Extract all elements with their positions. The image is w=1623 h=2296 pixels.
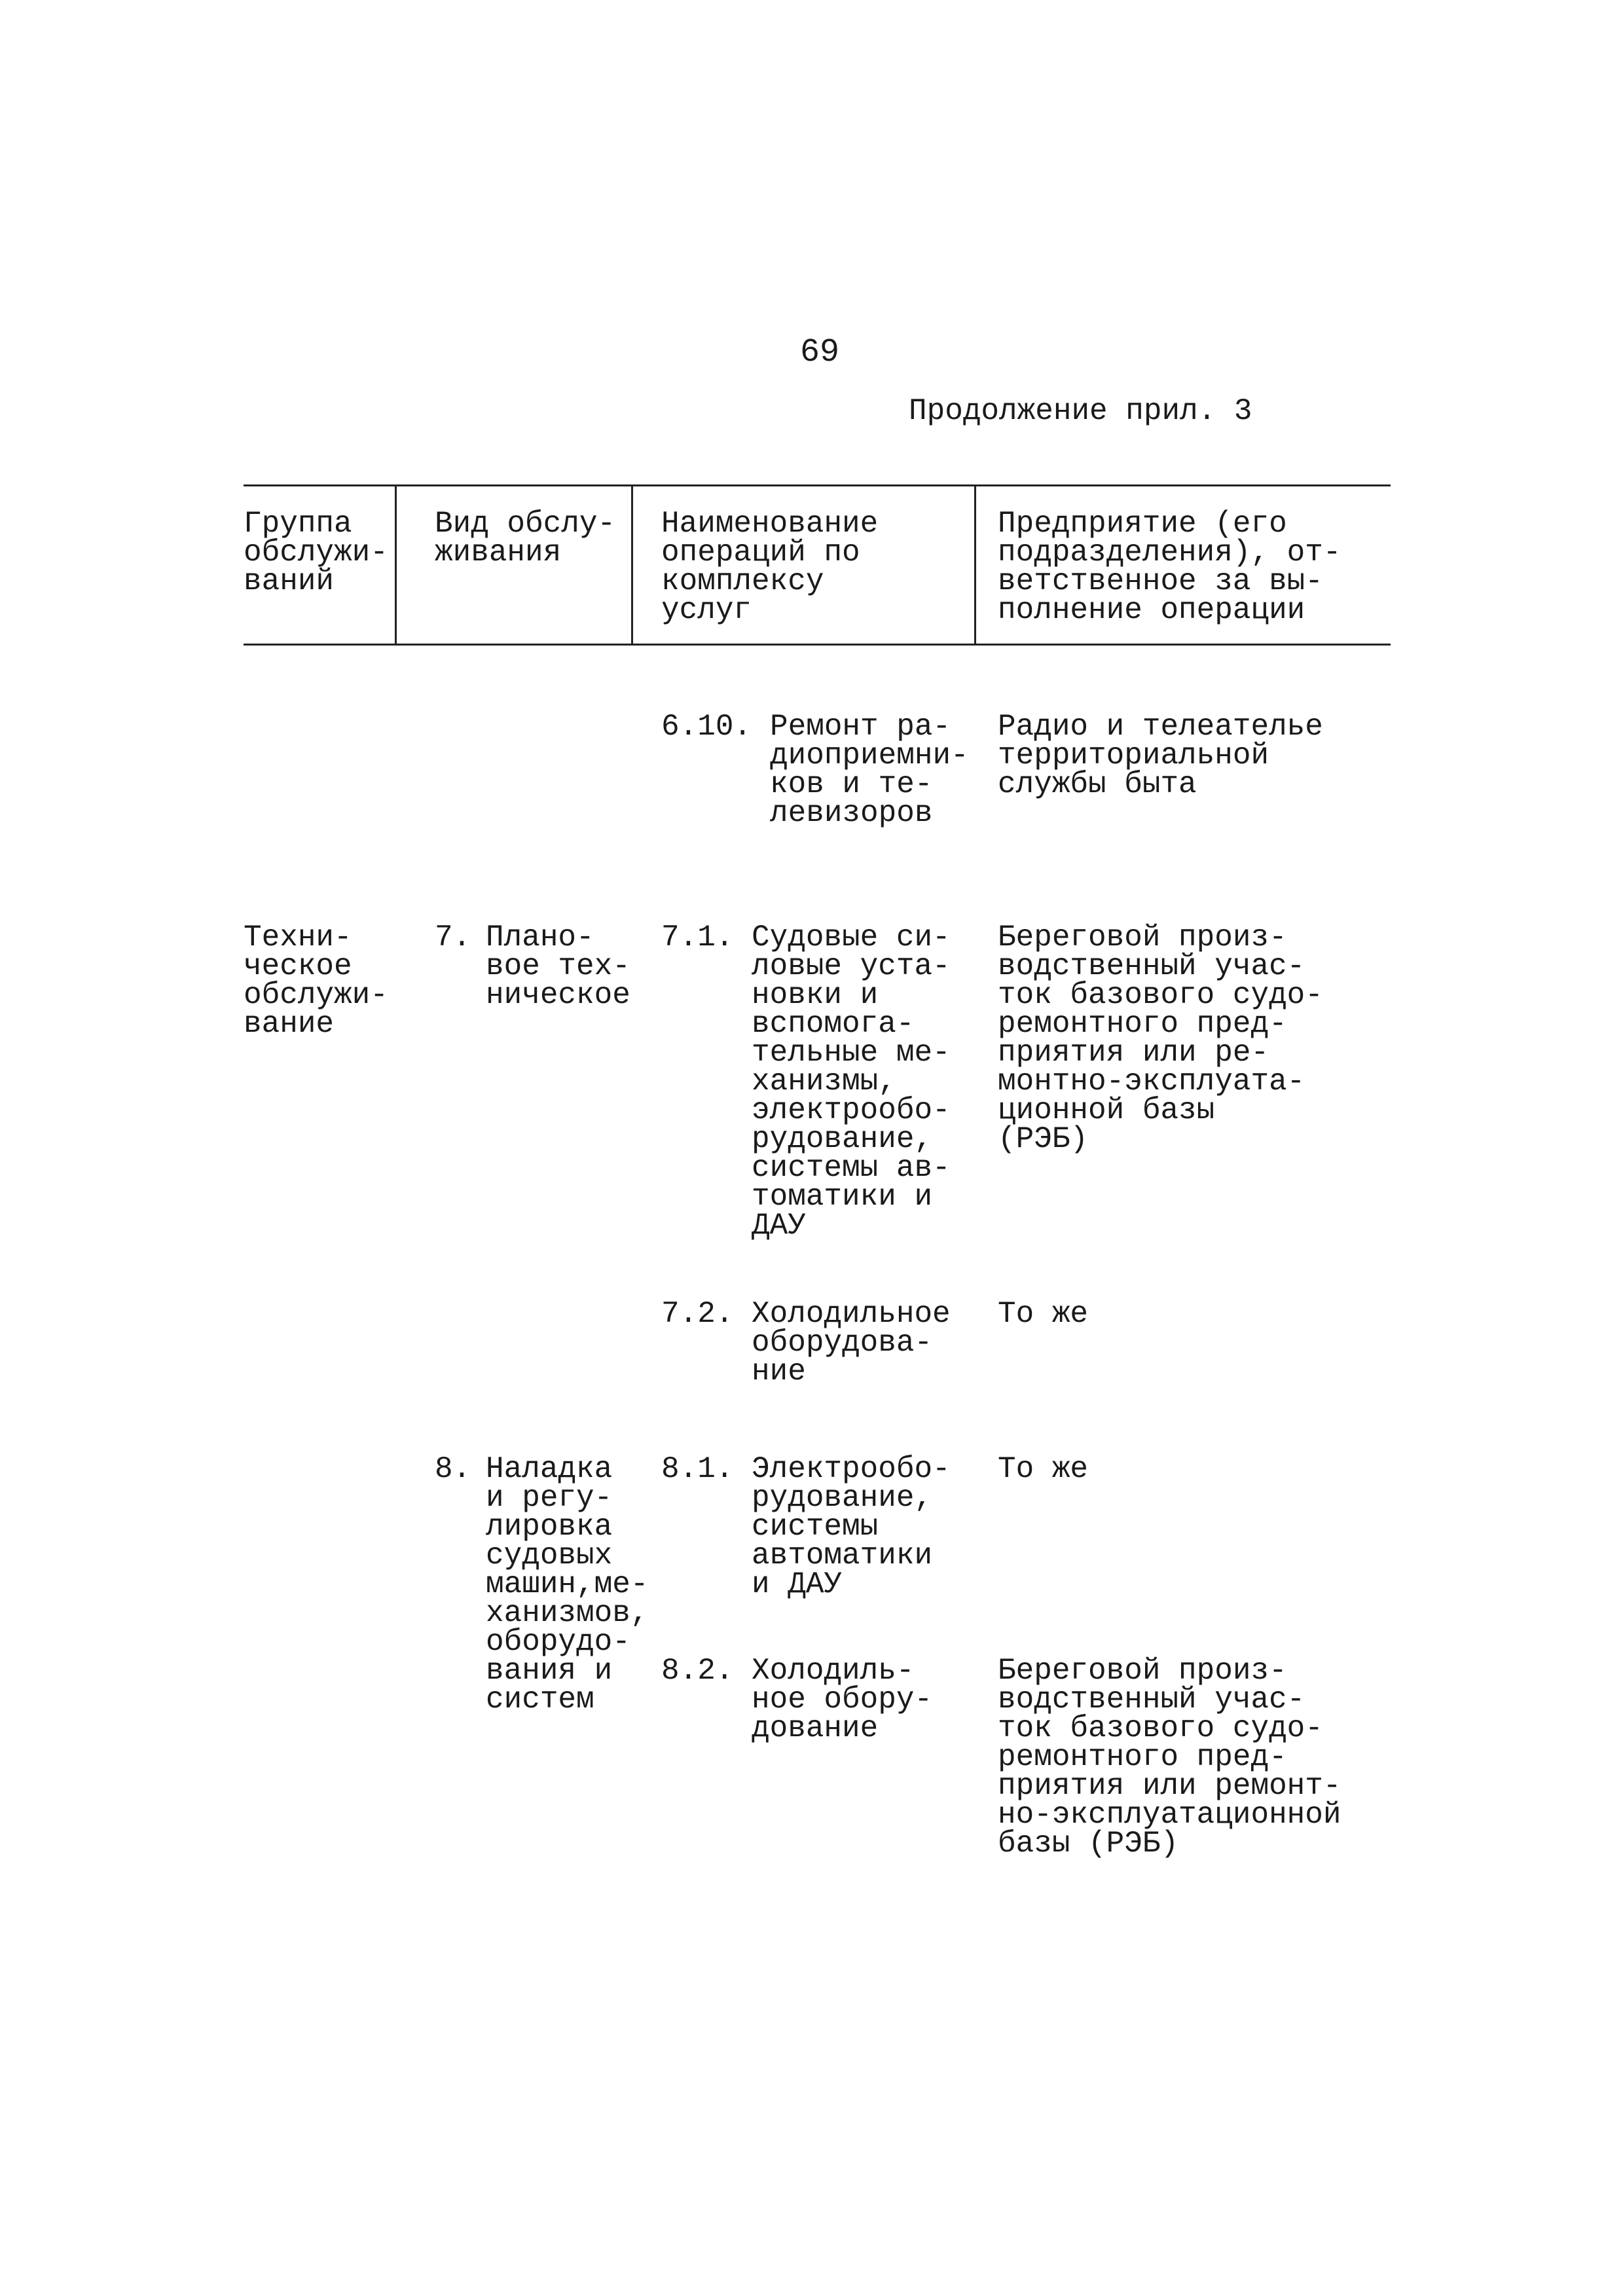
op-number-7-2: 7.2. [661, 1297, 734, 1331]
op-name-7-1: Судовые си- ловые уста- новки и вспомога- тельные ме- ханизмы, электрообо- рудование, системы ав- томатики и ДАУ [752, 920, 951, 1243]
op-number-6-10: 6.10. [661, 710, 752, 744]
kind-number-7: 7. [435, 920, 471, 955]
header-enterprise: Предприятие (его подразделения), от- ветственное за вы- полнение операции [998, 507, 1341, 627]
op-number-8-2: 8.2. [661, 1654, 734, 1688]
op-number-7-1: 7.1. [661, 920, 734, 955]
group-technical-maintenance: Техни- ческое обслужи- вание [244, 920, 388, 1041]
enterprise-7-1: Береговой произ- водственный учас- ток базового судо- ремонтного пред- приятия или ре- монтно-эксплуата- ционной базы (РЭБ) [998, 920, 1323, 1156]
appendix-continuation-title: Продолжение прил. 3 [909, 394, 1252, 428]
kind-adjustment: Наладка и регу- лировка судовых машин,ме- ханизмов, оборудо- вания и систем [486, 1452, 649, 1717]
header-divider-3 [974, 484, 976, 645]
header-operations: Наименование операций по комплексу услуг [661, 507, 879, 627]
header-group: Группа обслужи- ваний [244, 507, 388, 598]
page-number: 69 [800, 334, 840, 371]
table-top-rule [244, 484, 1391, 486]
header-divider-1 [395, 484, 397, 645]
header-kind: Вид обслу- живания [435, 507, 616, 570]
enterprise-7-2: То же [998, 1297, 1089, 1331]
op-name-8-2: Холодиль- ное обору- дование [752, 1654, 933, 1745]
op-name-6-10: Ремонт ра- диоприемни- ков и те- левизоров [770, 710, 969, 830]
enterprise-8-2: Береговой произ- водственный учас- ток базового судо- ремонтного пред- приятия или ремонт- но-эксплуатационной базы (РЭБ) [998, 1654, 1341, 1861]
op-name-7-2: Холодильное оборудова- ние [752, 1297, 951, 1389]
kind-number-8: 8. [435, 1452, 471, 1486]
enterprise-8-1: То же [998, 1452, 1089, 1486]
op-name-8-1: Электрообо- рудование, системы автоматики и ДАУ [752, 1452, 951, 1601]
op-number-8-1: 8.1. [661, 1452, 734, 1486]
table-header-bottom-rule [244, 644, 1391, 646]
enterprise-6-10: Радио и телеателье территориальной службы быта [998, 710, 1323, 801]
header-divider-2 [631, 484, 633, 645]
kind-planned-technical: Плано- вое тех- ническое [486, 920, 630, 1012]
